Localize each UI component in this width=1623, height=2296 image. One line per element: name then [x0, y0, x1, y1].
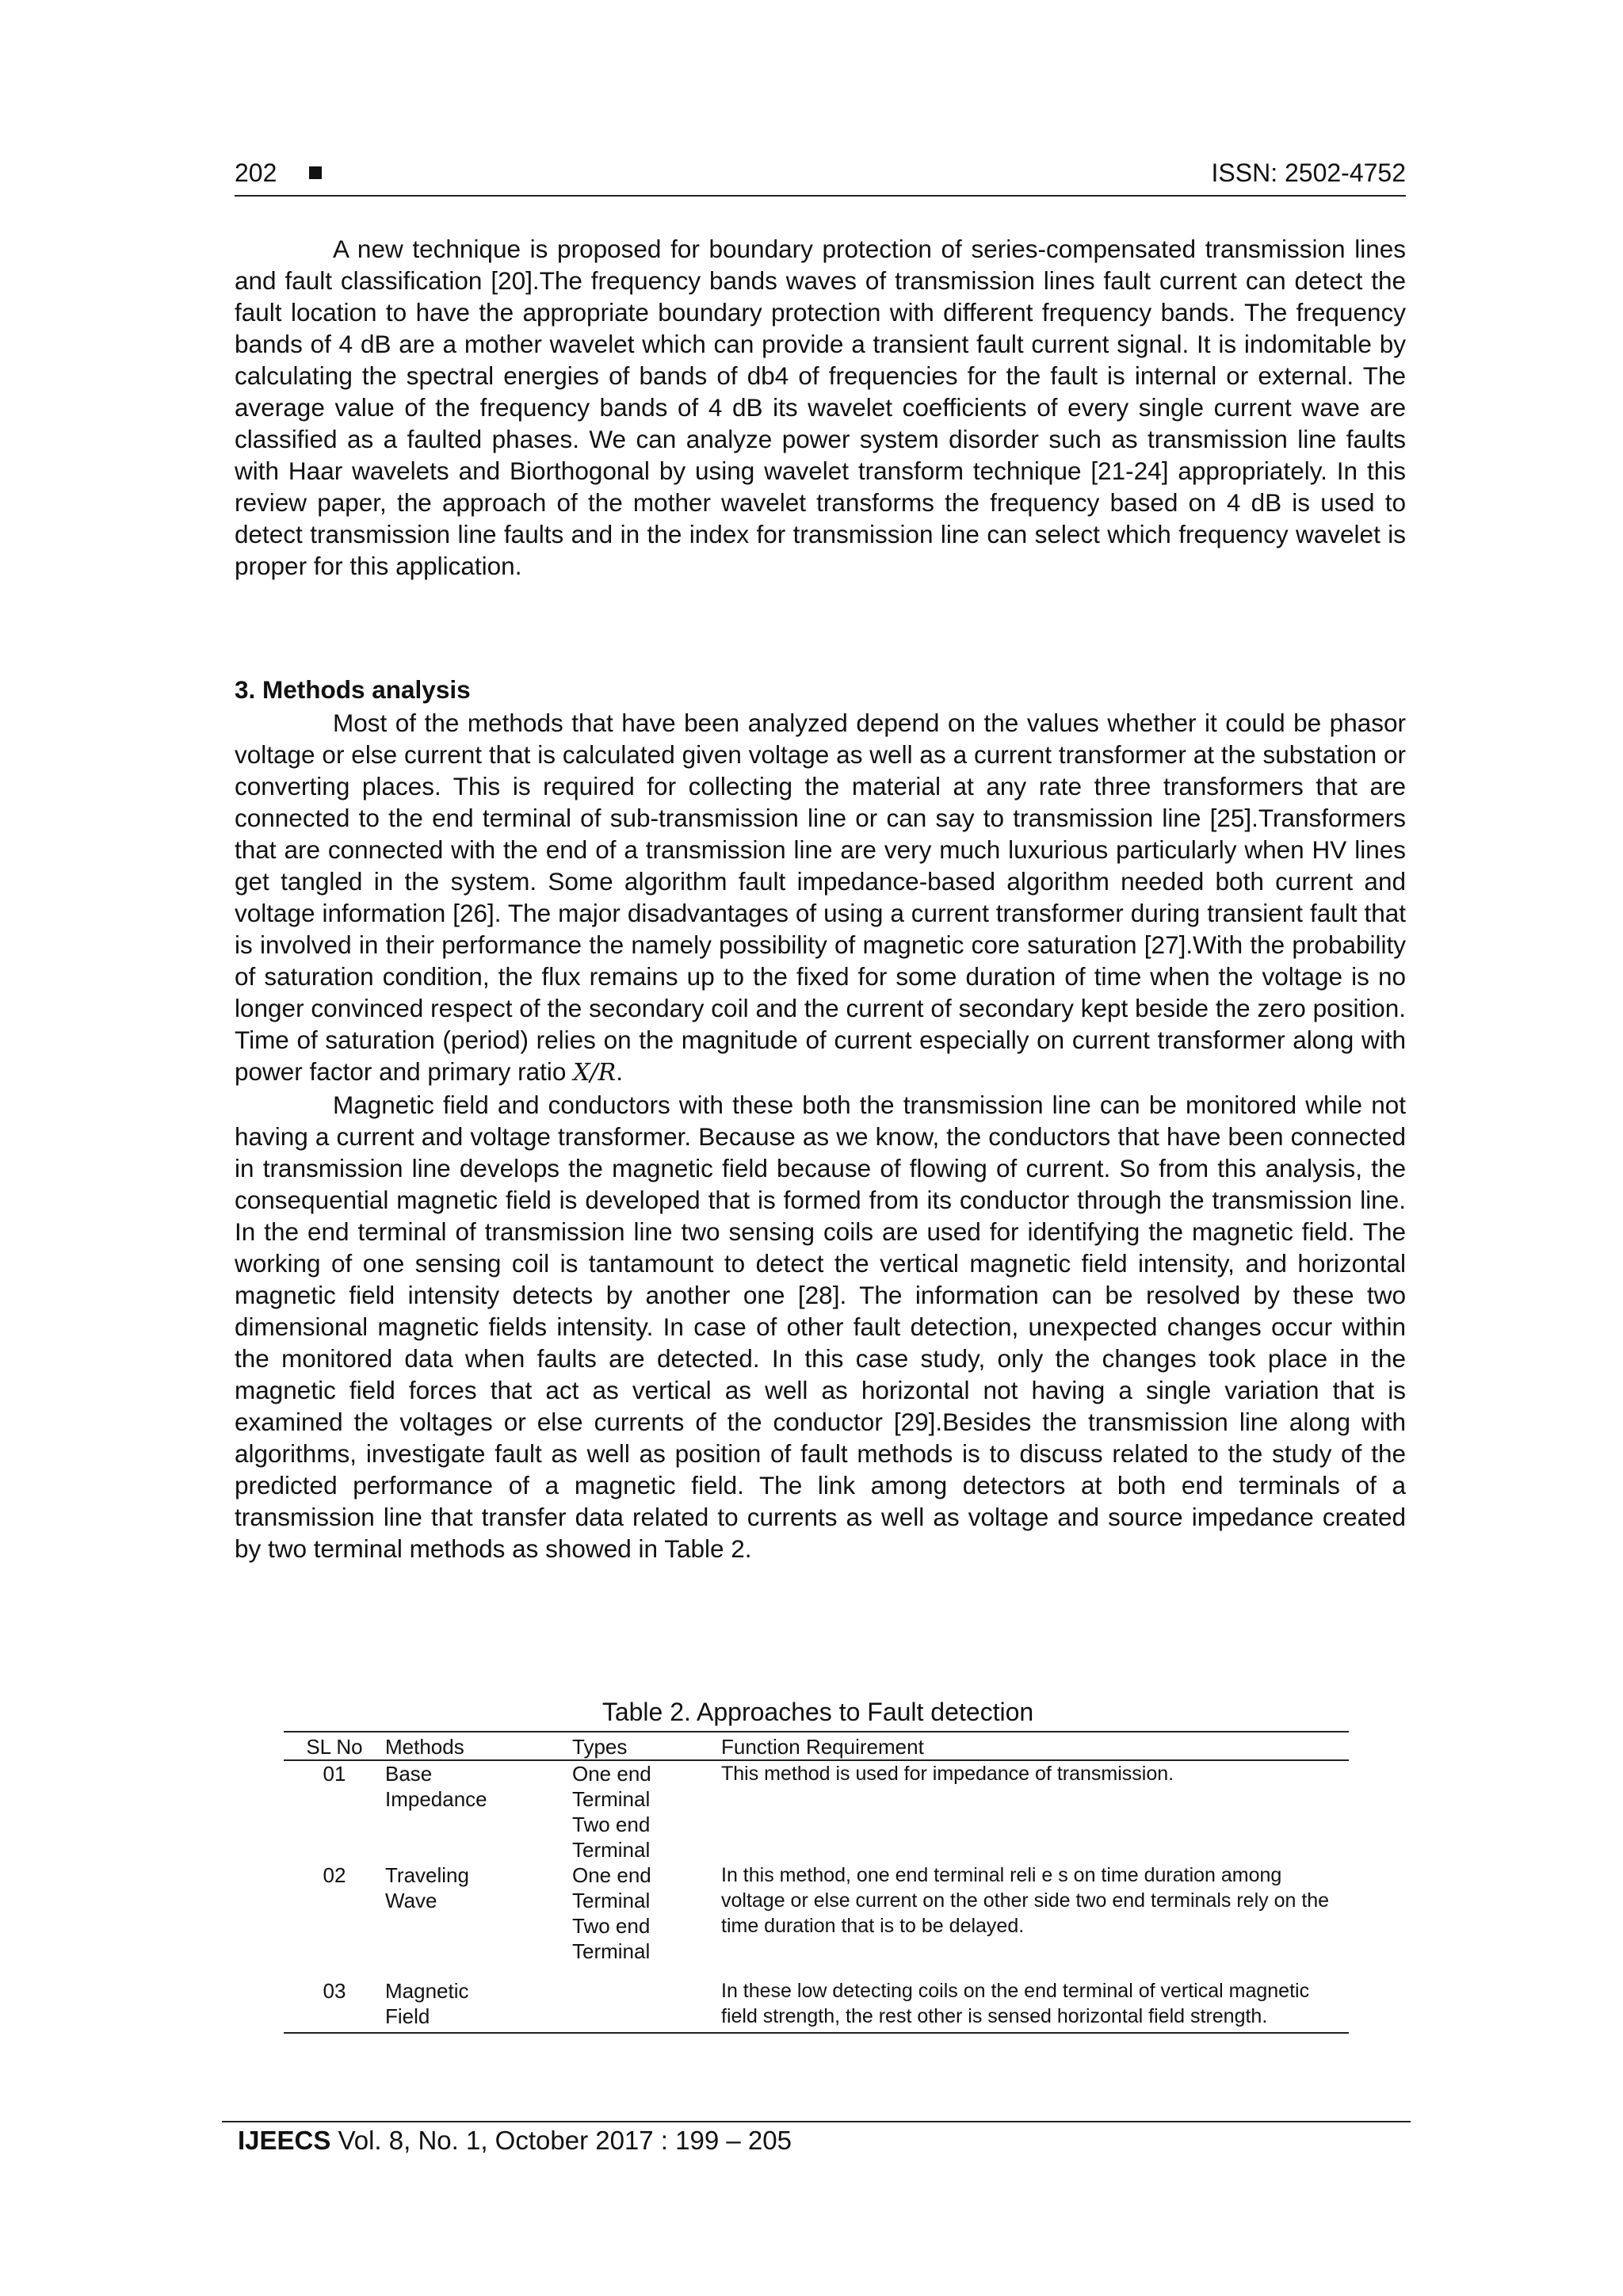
table-row [284, 1760, 1349, 1862]
method-line: Traveling [385, 1863, 469, 1887]
cell-sl: 02 [323, 1863, 346, 1887]
method-line: Base [385, 1762, 433, 1786]
table-row [284, 1862, 1349, 1964]
cell-function: This method is used for impedance of transmission. [721, 1763, 1174, 1785]
header-function: Function Requirement [721, 1732, 1349, 1760]
square-bullet-icon [309, 166, 322, 179]
cell-method [385, 1964, 572, 2033]
type-line: Terminal [572, 1889, 651, 1912]
type-line: Terminal [572, 1939, 651, 1963]
journal-citation: Vol. 8, No. 1, October 2017 : 199 – 205 [338, 2126, 792, 2155]
type-line: Two end [572, 1914, 651, 1938]
header-methods: Methods [385, 1732, 572, 1760]
page-number: 202 [235, 159, 277, 187]
section-heading: 3. Methods analysis [235, 675, 471, 704]
paragraph: Magnetic field and conductors with these both the transmission line can be monitored while not having a current and voltage transformer. Because as we know, the conductors that have been connected in transmission line develops the magnetic field because of flowing of current. So from this analysis, the consequential magnetic field is developed that is formed from its conductor through the transmission line. In the end terminal of transmission line two sensing coils are used for identifying the magnetic field. The working of one sensing coil is tantamount to detect the vertical magnetic field intensity, and horizontal magnetic field intensity detects by another one [28]. The information can be resolved by these two dimensional magnetic fields intensity. In case of other fault detection, unexpected changes occur within the monitored data when faults are detected. In this case study, only the changes took place in the magnetic field forces that act as vertical as well as horizontal not having a single variation that is examined the voltages or else currents of the conductor [29].Besides the transmission line along with algorithms, investigate fault as well as position of fault methods is to discuss related to the study of the predicted performance of a magnetic field. The link among detectors at both end terminals of a transmission line that transfer data related to currents as well as voltage and source impedance created by two terminal methods as showed in Table 2. [235, 1091, 1406, 1563]
paragraph: A new technique is proposed for boundary protection of series-compensated transmission lines and fault classification [20].The frequency bands waves of transmission lines fault current can detect the fault location to have the appropriate boundary protection with different frequency bands. The frequency bands of 4 dB are a mother wavelet which can provide a transient fault current signal. It is indomitable by calculating the spectral energies of bands of db4 of frequencies for the fault is internal or external. The average value of the frequency bands of 4 dB its wavelet coefficients of every single current wave are classified as a faulted phases. We can analyze power system disorder such as transmission line faults with Haar wavelets and Biorthogonal by using wavelet transform technique [21-24] appropriately. In this review paper, the approach of the mother wavelet transforms the frequency based on 4 dB is used to detect transmission line faults and in the index for transmission line can select which frequency wavelet is proper for this application. [235, 235, 1406, 580]
cell-types [572, 1760, 721, 1862]
type-line: Two end [572, 1813, 651, 1836]
table-header-row [284, 1732, 1349, 1760]
cell-sl: 03 [284, 1964, 385, 2033]
cell-method [385, 1862, 572, 1964]
type-line: One end [572, 1762, 651, 1786]
cell-method [385, 1760, 572, 1862]
method-line: Wave [385, 1889, 437, 1912]
method-line: Impedance [385, 1787, 487, 1811]
journal-name: IJEECS [238, 2126, 331, 2155]
table-row [284, 1964, 1349, 2033]
table-caption: Table 2. Approaches to Fault detection [601, 1698, 1034, 1726]
type-line: Terminal [572, 1838, 651, 1862]
fault-detection-table [284, 1731, 1349, 2034]
method-line: Magnetic [385, 1979, 469, 2003]
header-types: Types [572, 1732, 721, 1760]
cell-types [572, 1862, 721, 1964]
type-line: Terminal [572, 1787, 651, 1811]
issn-label: ISSN: 2502-4752 [1211, 159, 1406, 187]
cell-sl: 01 [323, 1762, 346, 1786]
cell-types [572, 1964, 721, 2033]
section-body [235, 707, 1406, 1564]
paragraph: Most of the methods that have been analyzed depend on the values whether it could be phasor voltage or else current that is calculated given voltage as well as a current transformer at the substation or converting places. This is required for collecting the material at any rate three transformers that are connected to the end terminal of sub-transmission line or can say to transmission line [25].Transformers that are connected with the end of a transmission line are very much luxurious particularly when HV lines get tangled in the system. Some algorithm fault impedance-based algorithm needed both current and voltage information [26]. The major disadvantages of using a current transformer during transient fault that is involved in their performance the namely possibility of magnetic core saturation [27].With the probability of saturation condition, the flux remains up to the fixed for some duration of time when the voltage is no longer convinced respect of the secondary coil and the current of secondary kept beside the zero position. Time of saturation (period) relies on the magnitude of current especially on current transformer along with power factor and primary ratio X/R. [235, 709, 1406, 1087]
intro-paragraph-block [235, 233, 1406, 582]
method-line: Field [385, 2004, 430, 2028]
paragraph-text: Most of the methods that have been analyzed depend on the values whether it could be phasor voltage or else current that is calculated given voltage as well as a current transformer at the substation or converting places. This is required for collecting the material at any rate three transformers that are connected to the end terminal of sub-transmission line or can say to transmission line [25].Transformers that are connected with the end of a transmission line are very much luxurious particularly when HV lines get tangled in the system. Some algorithm fault impedance-based algorithm needed both current and voltage information [26]. The major disadvantages of using a current transformer during transient fault that is involved in their performance the namely possibility of magnetic core saturation [27].With the probability of saturation condition, the flux remains up to the fixed for some duration of time when the voltage is no longer convinced respect of the secondary coil and the current of secondary kept beside the zero position. Time of saturation (period) relies on the magnitude of current especially on current transformer along with power factor and primary ratio [235, 709, 1406, 1086]
type-line: One end [572, 1863, 651, 1887]
page-header [235, 152, 1406, 197]
cell-function: In this method, one end terminal reli e s on time duration among voltage or else current on the other side two end terminals rely on the time duration that is to be delayed. [721, 1864, 1330, 1937]
header-sl: SL No [284, 1732, 385, 1760]
page-footer [238, 2126, 792, 2156]
footer-divider [222, 2121, 1411, 2122]
cell-function: In these low detecting coils on the end terminal of vertical magnetic field strength, the rest other is sensed horizontal field strength. [721, 1964, 1349, 2033]
ratio-formula: X/R [573, 1059, 617, 1087]
